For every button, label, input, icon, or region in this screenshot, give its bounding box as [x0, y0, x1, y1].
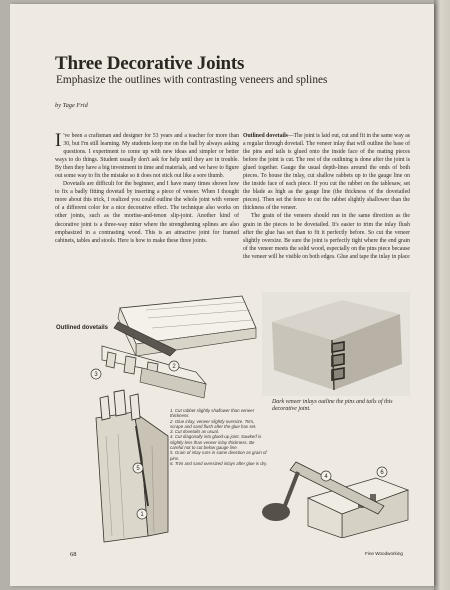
step-list [170, 408, 268, 466]
paragraph-2: Dovetails are difficult for the beginner, and I have many times shown how to fix a badly fitting dovetail by inserting a piece of veneer. When I thought more about this trick, I realized you could outline the whole joint with veneer of a different color for a nice decorative effect. The technique also works on other joints, such as the mortise-and-tenon slip-joint. Another kind of decorative joint is a three-way miter where the strengthening splines are also emphasized in a contrasting wood. This is an attractive joint for framed cabinets, tables and stools. Here is how to make these three joints. [55, 181, 239, 244]
article-title: Three Decorative Joints [55, 53, 245, 74]
figure-label: Outlined dovetails [56, 325, 109, 331]
magazine-page [10, 4, 434, 586]
photo-caption: Dark veneer inlays outline the pins and tails of this decorative joint. [272, 399, 393, 413]
callout-2: 2 [172, 364, 176, 370]
step-item: 5. Grain of inlay runs in same direction as grain of pins. [170, 450, 267, 461]
magazine-footer: Fine Woodworking [365, 551, 403, 556]
step-item: 3. Cut dovetails as usual. [170, 429, 220, 435]
step-item: 1. Cut rabbet slightly shallower than veneer thickness. [170, 408, 255, 419]
page-number: 68 [70, 551, 77, 558]
callout-4: 4 [324, 474, 328, 480]
adjacent-page-edge [434, 0, 450, 590]
body-column-right [243, 132, 410, 261]
callout-5: 5 [136, 466, 140, 472]
article-subtitle: Emphasize the outlines with contrasting veneers and splines [56, 74, 328, 86]
callout-6: 6 [380, 470, 384, 476]
byline: by Tage Frid [55, 102, 88, 109]
step-item: 2. Glue inlay, veneer slightly oversize. Trim, scrape and sand flush after the glue has set. [170, 418, 257, 429]
joint-photo [262, 292, 410, 396]
step-item: 4. Cut diagonally into glued-up joint. Sawkerf is slightly less than veneer inlay thickness. Be careful not to cut below gauge line. [170, 434, 262, 451]
step-item: 6. Trim and sand oversized inlays after glue is dry. [170, 460, 268, 466]
callout-1: 1 [140, 512, 144, 518]
grain-paragraph: The grain of the veneers should run in the same direction as the grain in the pieces to be dovetailed. It's easier to trim the inlay flush after the glue has set than to fit it perfectly before. So cut the veneer slightly oversize. Be sure the joint is perfectly tight where the end grain of the veneer meets the solid wood, especially on the pins piece because the veneer will be visible on both edges. Glue and tape the inlay in place [243, 213, 410, 260]
section-runin: Outlined dovetails [243, 133, 288, 139]
body-column-left [55, 132, 239, 245]
saw-illustration [258, 442, 414, 538]
intro-paragraph: I 've been a craftsman and designer for 53 years and a teacher for more than 30, but I'm still learning. My students keep me on the ball by always asking questions. I experiment to come up with new ideas and simpler or better ways to do things. Student usually don't ask for help until they are in trouble. By then they have a big investment in time and materials, and we have to figure out some way to fix the mistake so it does not stick out like a sore thumb. [55, 130, 239, 180]
drop-cap: I [55, 130, 62, 151]
dovetails-paragraph: Outlined dovetails—The joint is laid out, cut and fit in the same way as a regular through dovetail. The veneer inlay that will outline the base of the pins and tails is glued onto the inside face of the mating pieces before the joint is cut. The rest of the outlining is done after the joint is glued together. Gauge the usual depth-lines around the ends of both pieces. To house the inlay, cut shallow rabbets up to the gauge line on the inside face of each piece. If you cut the rabbet on the tablesaw, set the blade as high as the gauge line (the thickness of the dovetailed pieces). Then set the fence to cut the rabbet slightly shallower than the thickness of the veneer. [243, 133, 411, 212]
callout-3: 3 [94, 372, 98, 378]
